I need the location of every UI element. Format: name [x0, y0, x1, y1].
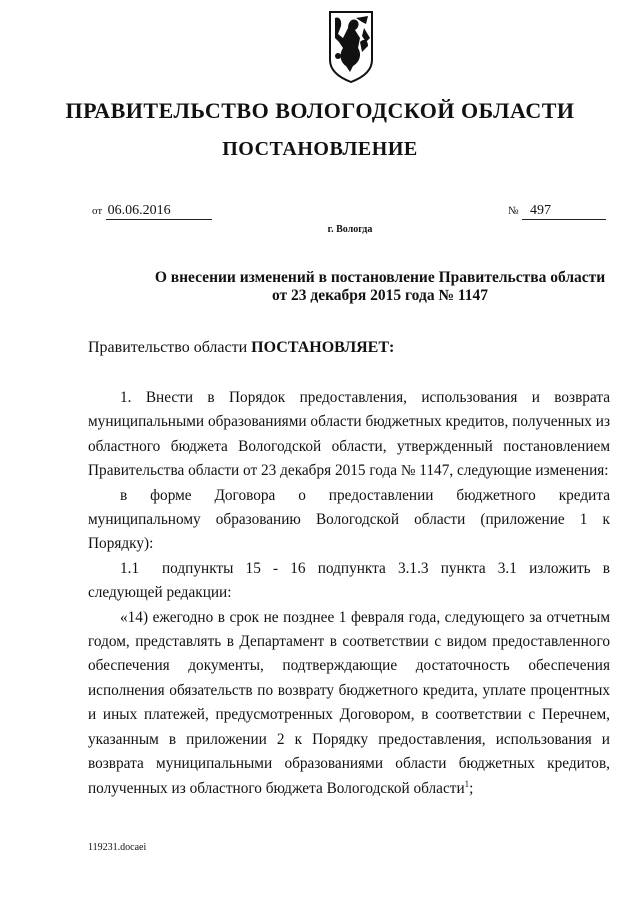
- paragraph-3-number: 1.1: [120, 559, 140, 577]
- title-line-1: О внесении изменений в постановление Правительства области: [154, 269, 606, 286]
- date-row: [92, 203, 212, 220]
- organization-title: ПРАВИТЕЛЬСТВО ВОЛОГОДСКОЙ ОБЛАСТИ: [65, 98, 575, 123]
- paragraph-3: [88, 557, 610, 606]
- number-row: [508, 203, 606, 220]
- intro-line: [88, 339, 394, 357]
- document-body: [88, 386, 610, 801]
- title-line-2: от 23 декабря 2015 года № 1147: [271, 287, 489, 304]
- city: г. Вологда: [327, 224, 373, 235]
- document-number: 497: [522, 203, 606, 220]
- paragraph-3-text: подпункты 15 - 16 подпункта 3.1.3 пункта 3.1 изложить в следующей редакции:: [88, 559, 610, 602]
- date-prefix: от: [92, 205, 103, 217]
- footnote-marker: 1: [464, 778, 470, 789]
- paragraph-1: 1. Внести в Порядок предоставления, использования и возврата муниципальными образованиями области бюджетных кредитов, полученных из областного бюджета Вологодской области, утвержденный постановлением Правительства области от 23 декабря 2015 года № 1147, следующие изменения:: [88, 389, 610, 480]
- document-type: ПОСТАНОВЛЕНИЕ: [222, 138, 418, 160]
- file-reference: 119231.docaei: [88, 842, 147, 853]
- paragraph-4: [88, 606, 610, 801]
- number-prefix: №: [508, 205, 519, 217]
- intro-text: Правительство области: [88, 339, 248, 356]
- paragraph-4-end: ;: [469, 779, 474, 797]
- intro-emphasis: ПОСТАНОВЛЯЕТ:: [251, 339, 395, 356]
- paragraph-2: в форме Договора о предоставлении бюджетного кредита муниципальному образованию Вологодской области (приложение 1 к Порядку):: [88, 486, 610, 553]
- document-date: 06.06.2016: [106, 203, 212, 220]
- coat-of-arms-icon: [326, 8, 376, 86]
- document-title: [120, 269, 640, 305]
- paragraph-4-text: «14) ежегодно в срок не позднее 1 февраля года, следующего за отчетным годом, представлять в Департамент в соответствии с видом предоставленного обеспечения документы, подтверждающие достаточность обеспечения исполнения обязательств по возврату бюджетного кредита, уплате процентных и иных платежей, предусмотренных Договором, в соответствии с Перечнем, указанным в приложении 2 к Порядку предоставления, использования и возврата муниципальными образованиями области бюджетных кредитов, полученных из областного бюджета Вологодской области: [88, 608, 610, 797]
